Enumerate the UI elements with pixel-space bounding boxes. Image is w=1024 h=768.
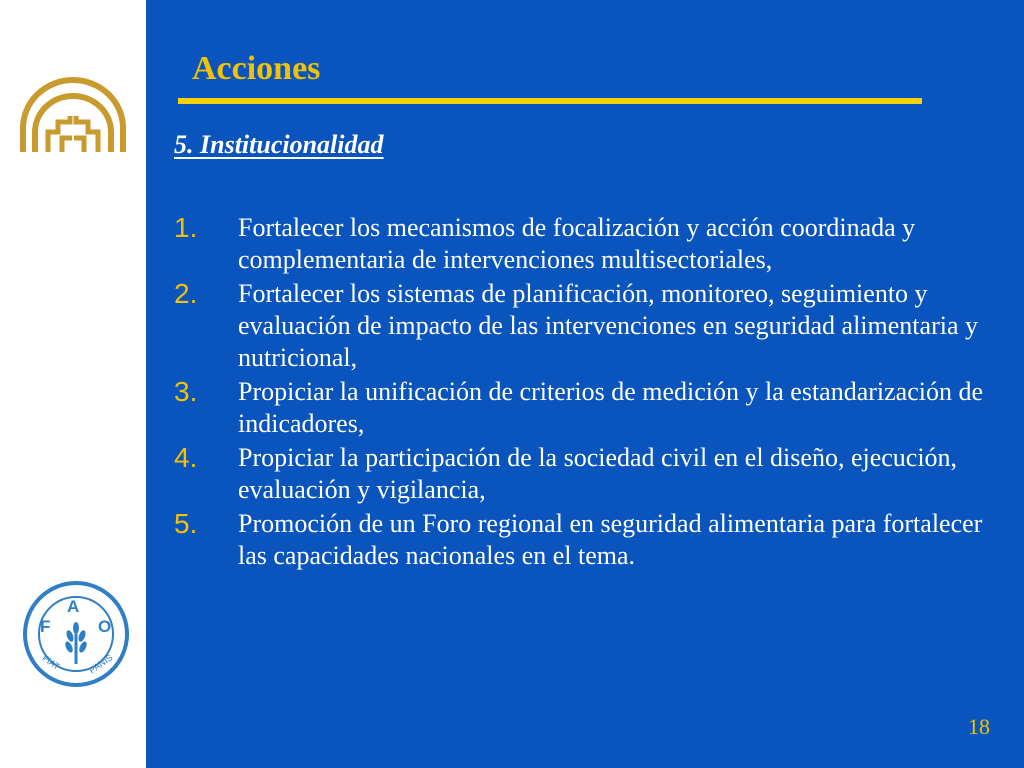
item-text: Promoción de un Foro regional en seguridad alimentaria para fortalecer las capacidades nacionales en el tema. [238,509,983,570]
item-number: 4. [174,442,198,473]
andean-arch-logo [18,76,128,156]
actions-list [174,212,984,574]
fao-logo [22,580,130,688]
svg-text:F: F [40,617,51,636]
item-text: Fortalecer los sistemas de planificación, monitoreo, seguimiento y evaluación de impacto de las intervenciones en seguridad alimentaria y nutricional, [238,279,978,372]
item-number: 2. [174,278,198,309]
list-item [174,212,984,276]
list-item [174,278,984,374]
slide-title: Acciones [192,50,321,87]
list-item [174,508,984,572]
item-text: Propiciar la participación de la sociedad civil en el diseño, ejecución, evaluación y vigilancia, [238,443,958,504]
item-text: Fortalecer los mecanismos de focalización y acción coordinada y complementaria de intervenciones multisectoriales, [238,213,916,274]
item-number: 5. [174,508,198,539]
item-number: 1. [174,212,198,243]
item-number: 3. [174,376,198,407]
item-text: Propiciar la unificación de criterios de medición y la estandarización de indicadores, [238,377,984,438]
list-item [174,376,984,440]
list-item [174,442,984,506]
title-underline-rule [178,98,922,104]
svg-text:A: A [67,597,80,616]
svg-text:FIAT: FIAT [40,652,62,672]
left-margin-strip [0,0,146,768]
svg-text:O: O [98,617,112,636]
section-subtitle: 5. Institucionalidad [174,130,384,159]
page-number: 18 [968,714,990,739]
svg-text:PANIS: PANIS [87,652,115,676]
